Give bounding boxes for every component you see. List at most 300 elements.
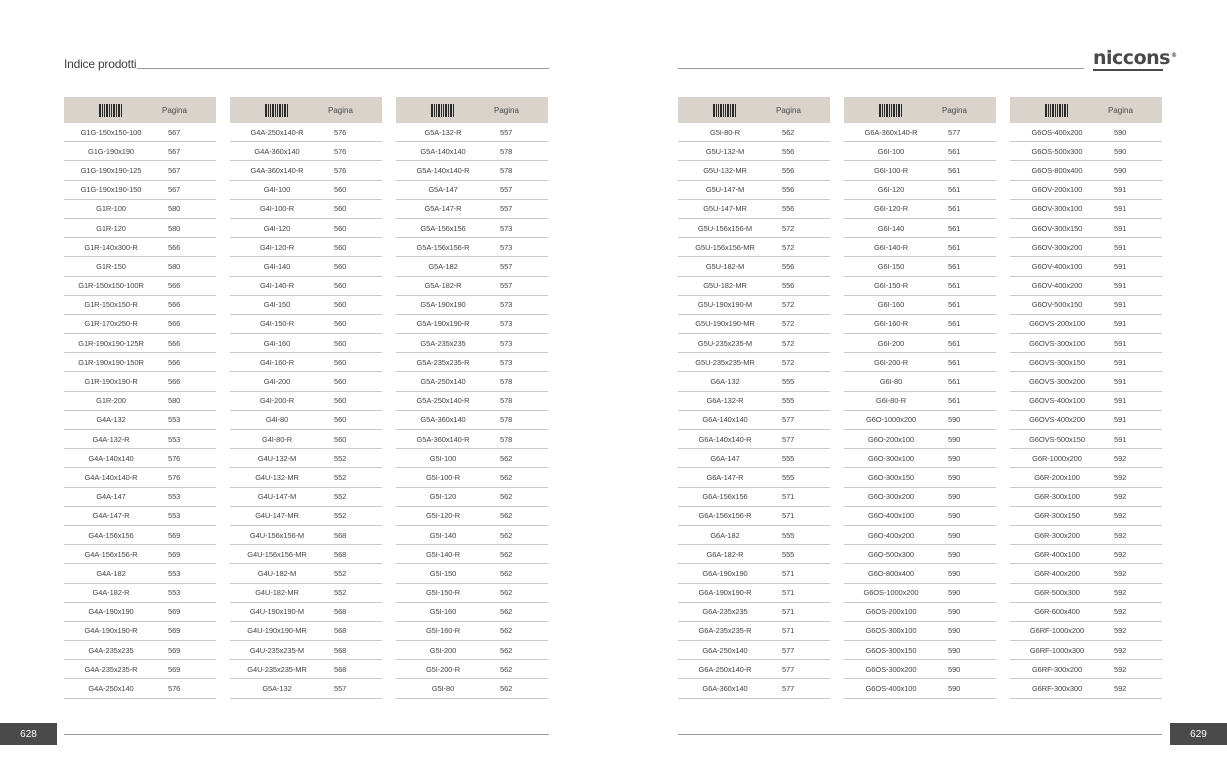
page-ref: 560 — [334, 204, 347, 214]
table-row — [396, 372, 548, 391]
table-row — [1010, 488, 1162, 507]
product-code: G5U-147-M — [705, 185, 745, 195]
page-ref: 592 — [1114, 472, 1127, 482]
product-code: G6O-200x100 — [867, 434, 914, 444]
table-row — [64, 277, 216, 296]
table-row — [1010, 545, 1162, 564]
page-ref: 560 — [334, 281, 347, 291]
product-code: G6OS-1000x200 — [863, 588, 919, 598]
product-code: G4I-140-R — [259, 281, 295, 291]
product-code: G6R-600x400 — [1034, 607, 1080, 617]
product-code: G6I-100 — [877, 146, 905, 156]
product-code: G4U-132-MR — [255, 472, 299, 482]
product-code: G4U-235x235-M — [249, 645, 305, 655]
page-ref: 590 — [948, 588, 961, 598]
table-row — [1010, 257, 1162, 276]
table-header — [1010, 97, 1162, 123]
product-code: G6A-156x156 — [702, 492, 748, 502]
product-code: G6A-190x190-R — [698, 588, 752, 598]
table-row — [230, 257, 382, 276]
page-ref: 556 — [782, 204, 795, 214]
product-code: G4A-140x140-R — [84, 472, 138, 482]
page-ref: 577 — [782, 664, 795, 674]
product-code: G4U-147-MR — [255, 511, 299, 521]
page-ref: 590 — [948, 492, 961, 502]
table-row — [230, 200, 382, 219]
page-ref: 591 — [1114, 396, 1127, 406]
page-ref: 555 — [782, 453, 795, 463]
page-ref: 567 — [168, 146, 181, 156]
table-row — [844, 660, 996, 679]
page-ref: 562 — [782, 127, 795, 137]
product-code: G6OV-200x100 — [1031, 185, 1083, 195]
table-row — [396, 315, 548, 334]
product-code: G4I-200 — [263, 377, 291, 387]
product-code: G4U-156x156-M — [249, 530, 305, 540]
product-code: G1R-100 — [96, 204, 126, 214]
product-code: G5I-120 — [429, 492, 457, 502]
page-ref: 560 — [334, 357, 347, 367]
product-code: G4A-182 — [96, 568, 126, 578]
page-ref: 553 — [168, 588, 181, 598]
table-row — [64, 123, 216, 142]
footer-rule-right — [678, 734, 1162, 735]
table-row — [844, 238, 996, 257]
table-row — [844, 372, 996, 391]
page-ref: 566 — [168, 338, 181, 348]
page-ref: 573 — [500, 223, 513, 233]
table-row — [64, 353, 216, 372]
page-ref: 569 — [168, 626, 181, 636]
product-code: G5U-190x190-M — [697, 300, 753, 310]
table-row — [64, 449, 216, 468]
table-row — [844, 488, 996, 507]
page-ref: 556 — [782, 261, 795, 271]
index-table-6 — [1010, 97, 1162, 699]
page-ref: 568 — [334, 607, 347, 617]
product-code: G4A-235x235 — [88, 645, 134, 655]
page-ref: 562 — [500, 684, 513, 694]
product-code: G1R-190x190-150R — [78, 357, 144, 367]
table-row — [396, 353, 548, 372]
page-ref: 592 — [1114, 511, 1127, 521]
page-ref: 561 — [948, 338, 961, 348]
table-row — [230, 430, 382, 449]
product-code: G5U-132-M — [705, 146, 745, 156]
page-number-right: 629 — [1170, 723, 1227, 745]
product-code: G5A-190x190-R — [416, 319, 470, 329]
product-code: G6RF-1000x200 — [1029, 626, 1085, 636]
footer-rule-left — [64, 734, 549, 735]
table-row — [396, 660, 548, 679]
product-code: G6O-800x400 — [867, 568, 914, 578]
barcode-icon — [99, 104, 123, 117]
product-code: G5U-132-MR — [703, 165, 747, 175]
table-row — [678, 296, 830, 315]
table-row — [678, 488, 830, 507]
pagina-header: Pagina — [328, 105, 353, 115]
table-row — [678, 353, 830, 372]
product-code: G1G-190x190-150 — [80, 185, 142, 195]
product-code: G5A-147-R — [424, 204, 462, 214]
table-row — [678, 584, 830, 603]
product-code: G5A-235x235 — [420, 338, 466, 348]
table-row — [844, 334, 996, 353]
product-code: G4A-132-R — [92, 434, 130, 444]
table-row — [64, 507, 216, 526]
product-code: G4U-132-M — [257, 453, 297, 463]
product-code: G5A-250x140-R — [416, 396, 470, 406]
table-row — [230, 564, 382, 583]
product-code: G5A-182-R — [424, 281, 462, 291]
pagina-header: Pagina — [162, 105, 187, 115]
table-row — [396, 123, 548, 142]
page-ref: 557 — [500, 281, 513, 291]
page-ref: 556 — [782, 146, 795, 156]
product-code: G6I-100-R — [873, 165, 909, 175]
product-code: G6I-150 — [877, 261, 905, 271]
table-row — [1010, 449, 1162, 468]
table-row — [678, 238, 830, 257]
page-ref: 557 — [500, 261, 513, 271]
product-code: G6OV-300x100 — [1031, 204, 1083, 214]
page-ref: 562 — [500, 626, 513, 636]
product-code: G4I-100 — [263, 185, 291, 195]
table-row — [230, 296, 382, 315]
page-ref: 562 — [500, 530, 513, 540]
page-ref: 576 — [168, 453, 181, 463]
page-ref: 590 — [948, 568, 961, 578]
table-row — [678, 181, 830, 200]
page-ref: 571 — [782, 492, 795, 502]
table-row — [844, 392, 996, 411]
table-row — [844, 123, 996, 142]
table-row — [64, 161, 216, 180]
product-code: G6OVS-400x100 — [1029, 396, 1085, 406]
page-ref: 590 — [948, 684, 961, 694]
product-code: G5I-200-R — [425, 664, 461, 674]
page-ref: 569 — [168, 549, 181, 559]
table-row — [64, 430, 216, 449]
page-ref: 567 — [168, 127, 181, 137]
product-code: G5I-200 — [429, 645, 457, 655]
product-code: G6R-200x100 — [1034, 472, 1080, 482]
page-ref: 562 — [500, 588, 513, 598]
table-row — [230, 372, 382, 391]
product-code: G6O-400x200 — [867, 530, 914, 540]
table-row — [64, 142, 216, 161]
product-code: G5A-360x140-R — [416, 434, 470, 444]
page-title: Indice prodotti — [64, 57, 137, 71]
table-row — [396, 161, 548, 180]
page-ref: 592 — [1114, 530, 1127, 540]
page-ref: 573 — [500, 319, 513, 329]
product-code: G6OS-400x200 — [1031, 127, 1083, 137]
table-row — [844, 603, 996, 622]
table-row — [678, 603, 830, 622]
product-code: G6R-500x300 — [1034, 588, 1080, 598]
table-row — [1010, 334, 1162, 353]
table-row — [64, 181, 216, 200]
page-ref: 571 — [782, 626, 795, 636]
page-ref: 568 — [334, 626, 347, 636]
table-header — [844, 97, 996, 123]
table-row — [64, 334, 216, 353]
page-ref: 571 — [782, 607, 795, 617]
table-row — [1010, 430, 1162, 449]
product-code: G6RF-1000x300 — [1029, 645, 1085, 655]
page-ref: 578 — [500, 434, 513, 444]
page-ref: 590 — [1114, 165, 1127, 175]
page-ref: 566 — [168, 281, 181, 291]
page-ref: 592 — [1114, 645, 1127, 655]
table-row — [1010, 238, 1162, 257]
page-ref: 592 — [1114, 684, 1127, 694]
product-code: G1G-150x150-100 — [80, 127, 142, 137]
product-code: G4U-156x156-MR — [247, 549, 307, 559]
product-code: G4I-100-R — [259, 204, 295, 214]
page-ref: 590 — [948, 664, 961, 674]
product-code: G1R-140x300-R — [84, 242, 138, 252]
table-row — [396, 468, 548, 487]
table-row — [844, 315, 996, 334]
page-ref: 569 — [168, 607, 181, 617]
table-row — [64, 660, 216, 679]
product-code: G6OV-500x150 — [1031, 300, 1083, 310]
table-row — [1010, 603, 1162, 622]
page-ref: 566 — [168, 300, 181, 310]
table-row — [678, 219, 830, 238]
product-code: G6O-400x100 — [867, 511, 914, 521]
page-ref: 561 — [948, 281, 961, 291]
product-code: G5A-132 — [262, 684, 292, 694]
pagina-header: Pagina — [942, 105, 967, 115]
product-code: G6OS-300x100 — [865, 626, 917, 636]
table-row — [1010, 372, 1162, 391]
page-ref: 573 — [500, 300, 513, 310]
product-code: G6I-160 — [877, 300, 905, 310]
table-row — [844, 545, 996, 564]
table-row — [1010, 392, 1162, 411]
product-code: G4A-250x140 — [88, 684, 134, 694]
page-ref: 560 — [334, 396, 347, 406]
page-ref: 555 — [782, 472, 795, 482]
table-row — [1010, 564, 1162, 583]
product-code: G1R-200 — [96, 396, 126, 406]
table-row — [678, 257, 830, 276]
page-ref: 592 — [1114, 549, 1127, 559]
table-row — [396, 584, 548, 603]
table-row — [1010, 161, 1162, 180]
page-ref: 560 — [334, 223, 347, 233]
table-row — [230, 315, 382, 334]
table-row — [64, 219, 216, 238]
product-code: G1G-190x190-125 — [80, 165, 142, 175]
table-row — [230, 392, 382, 411]
product-code: G4A-147 — [96, 492, 126, 502]
page-ref: 562 — [500, 549, 513, 559]
product-code: G6A-147-R — [706, 472, 744, 482]
product-code: G6OV-400x200 — [1031, 281, 1083, 291]
table-row — [678, 507, 830, 526]
page-ref: 561 — [948, 377, 961, 387]
page-ref: 573 — [500, 242, 513, 252]
table-row — [396, 564, 548, 583]
table-row — [230, 334, 382, 353]
product-code: G4I-160-R — [259, 357, 295, 367]
product-code: G4U-190x190-M — [249, 607, 305, 617]
table-row — [230, 449, 382, 468]
page-ref: 591 — [1114, 357, 1127, 367]
product-code: G1R-150x150-100R — [78, 281, 144, 291]
page-ref: 552 — [334, 453, 347, 463]
header-rule-left — [137, 68, 549, 69]
table-row — [844, 296, 996, 315]
table-row — [1010, 507, 1162, 526]
page-ref: 562 — [500, 492, 513, 502]
table-row — [396, 488, 548, 507]
page-ref: 592 — [1114, 492, 1127, 502]
index-table-3 — [396, 97, 548, 699]
page-ref: 561 — [948, 396, 961, 406]
page-ref: 560 — [334, 242, 347, 252]
page-ref: 576 — [334, 165, 347, 175]
niccons-logo: niccons® — [1093, 47, 1177, 69]
table-row — [844, 584, 996, 603]
table-row — [230, 584, 382, 603]
page-ref: 591 — [1114, 300, 1127, 310]
product-code: G6A-360x140-R — [864, 127, 918, 137]
page-ref: 572 — [782, 319, 795, 329]
page-ref: 577 — [782, 434, 795, 444]
table-row — [230, 219, 382, 238]
product-code: G4A-190x190-R — [84, 626, 138, 636]
index-table-5 — [844, 97, 996, 699]
page-ref: 571 — [782, 568, 795, 578]
table-row — [396, 142, 548, 161]
pagina-header: Pagina — [494, 105, 519, 115]
product-code: G6OV-300x200 — [1031, 242, 1083, 252]
product-code: G6I-80-R — [875, 396, 907, 406]
product-code: G6OVS-300x100 — [1029, 338, 1085, 348]
product-code: G6OV-300x150 — [1031, 223, 1083, 233]
table-row — [396, 603, 548, 622]
page-ref: 557 — [500, 204, 513, 214]
product-code: G4I-200-R — [259, 396, 295, 406]
table-row — [396, 430, 548, 449]
table-row — [64, 296, 216, 315]
product-code: G5A-156x156 — [420, 223, 466, 233]
product-code: G1G-190x190 — [87, 146, 134, 156]
product-code: G1R-150 — [96, 261, 126, 271]
page-ref: 560 — [334, 338, 347, 348]
product-code: G5I-140-R — [425, 549, 461, 559]
table-row — [64, 603, 216, 622]
table-row — [230, 277, 382, 296]
product-code: G6RF-300x300 — [1031, 684, 1083, 694]
table-row — [396, 219, 548, 238]
page-ref: 572 — [782, 338, 795, 348]
table-row — [64, 315, 216, 334]
product-code: G5U-156x156-M — [697, 223, 753, 233]
table-row — [64, 622, 216, 641]
page-ref: 590 — [948, 415, 961, 425]
page-ref: 590 — [948, 453, 961, 463]
page-ref: 578 — [500, 377, 513, 387]
page-ref: 553 — [168, 511, 181, 521]
product-code: G6I-200-R — [873, 357, 909, 367]
table-row — [1010, 526, 1162, 545]
product-code: G5A-140x140-R — [416, 165, 470, 175]
product-code: G6A-190x190 — [702, 568, 748, 578]
table-row — [64, 468, 216, 487]
page-ref: 571 — [782, 588, 795, 598]
product-code: G6A-156x156-R — [698, 511, 752, 521]
product-code: G4I-80 — [265, 415, 289, 425]
table-row — [230, 238, 382, 257]
page-ref: 568 — [334, 530, 347, 540]
product-code: G6I-120-R — [873, 204, 909, 214]
table-row — [396, 641, 548, 660]
page-ref: 577 — [782, 415, 795, 425]
pagina-header: Pagina — [776, 105, 801, 115]
page-ref: 592 — [1114, 607, 1127, 617]
page-ref: 562 — [500, 664, 513, 674]
product-code: G4A-250x140-R — [250, 127, 304, 137]
product-code: G5I-100 — [429, 453, 457, 463]
table-row — [678, 411, 830, 430]
table-row — [230, 545, 382, 564]
table-row — [1010, 622, 1162, 641]
product-code: G4A-360x140 — [254, 146, 300, 156]
page-number-left: 628 — [0, 723, 57, 745]
product-code: G4I-150 — [263, 300, 291, 310]
product-code: G6O-1000x200 — [865, 415, 917, 425]
table-row — [1010, 181, 1162, 200]
table-row — [678, 161, 830, 180]
page-ref: 560 — [334, 377, 347, 387]
table-row — [678, 679, 830, 698]
page-ref: 578 — [500, 146, 513, 156]
page-ref: 561 — [948, 165, 961, 175]
page-ref: 576 — [334, 146, 347, 156]
table-header — [230, 97, 382, 123]
barcode-icon — [713, 104, 737, 117]
table-row — [678, 123, 830, 142]
product-code: G1R-190x190-125R — [78, 338, 144, 348]
product-code: G5I-80 — [431, 684, 455, 694]
table-row — [844, 353, 996, 372]
table-row — [1010, 411, 1162, 430]
product-code: G6OS-800x400 — [1031, 165, 1083, 175]
product-code: G5U-156x156-MR — [695, 242, 755, 252]
page-ref: 556 — [782, 281, 795, 291]
page-ref: 568 — [334, 549, 347, 559]
page-ref: 566 — [168, 319, 181, 329]
table-row — [678, 142, 830, 161]
table-row — [396, 545, 548, 564]
product-code: G5A-360x140 — [420, 415, 466, 425]
table-row — [844, 526, 996, 545]
product-code: G5A-147 — [428, 185, 458, 195]
page-ref: 592 — [1114, 588, 1127, 598]
table-row — [64, 545, 216, 564]
page-ref: 555 — [782, 530, 795, 540]
page-ref: 591 — [1114, 281, 1127, 291]
product-code: G6I-160-R — [873, 319, 909, 329]
product-code: G6I-120 — [877, 185, 905, 195]
product-code: G5U-190x190-MR — [695, 319, 755, 329]
